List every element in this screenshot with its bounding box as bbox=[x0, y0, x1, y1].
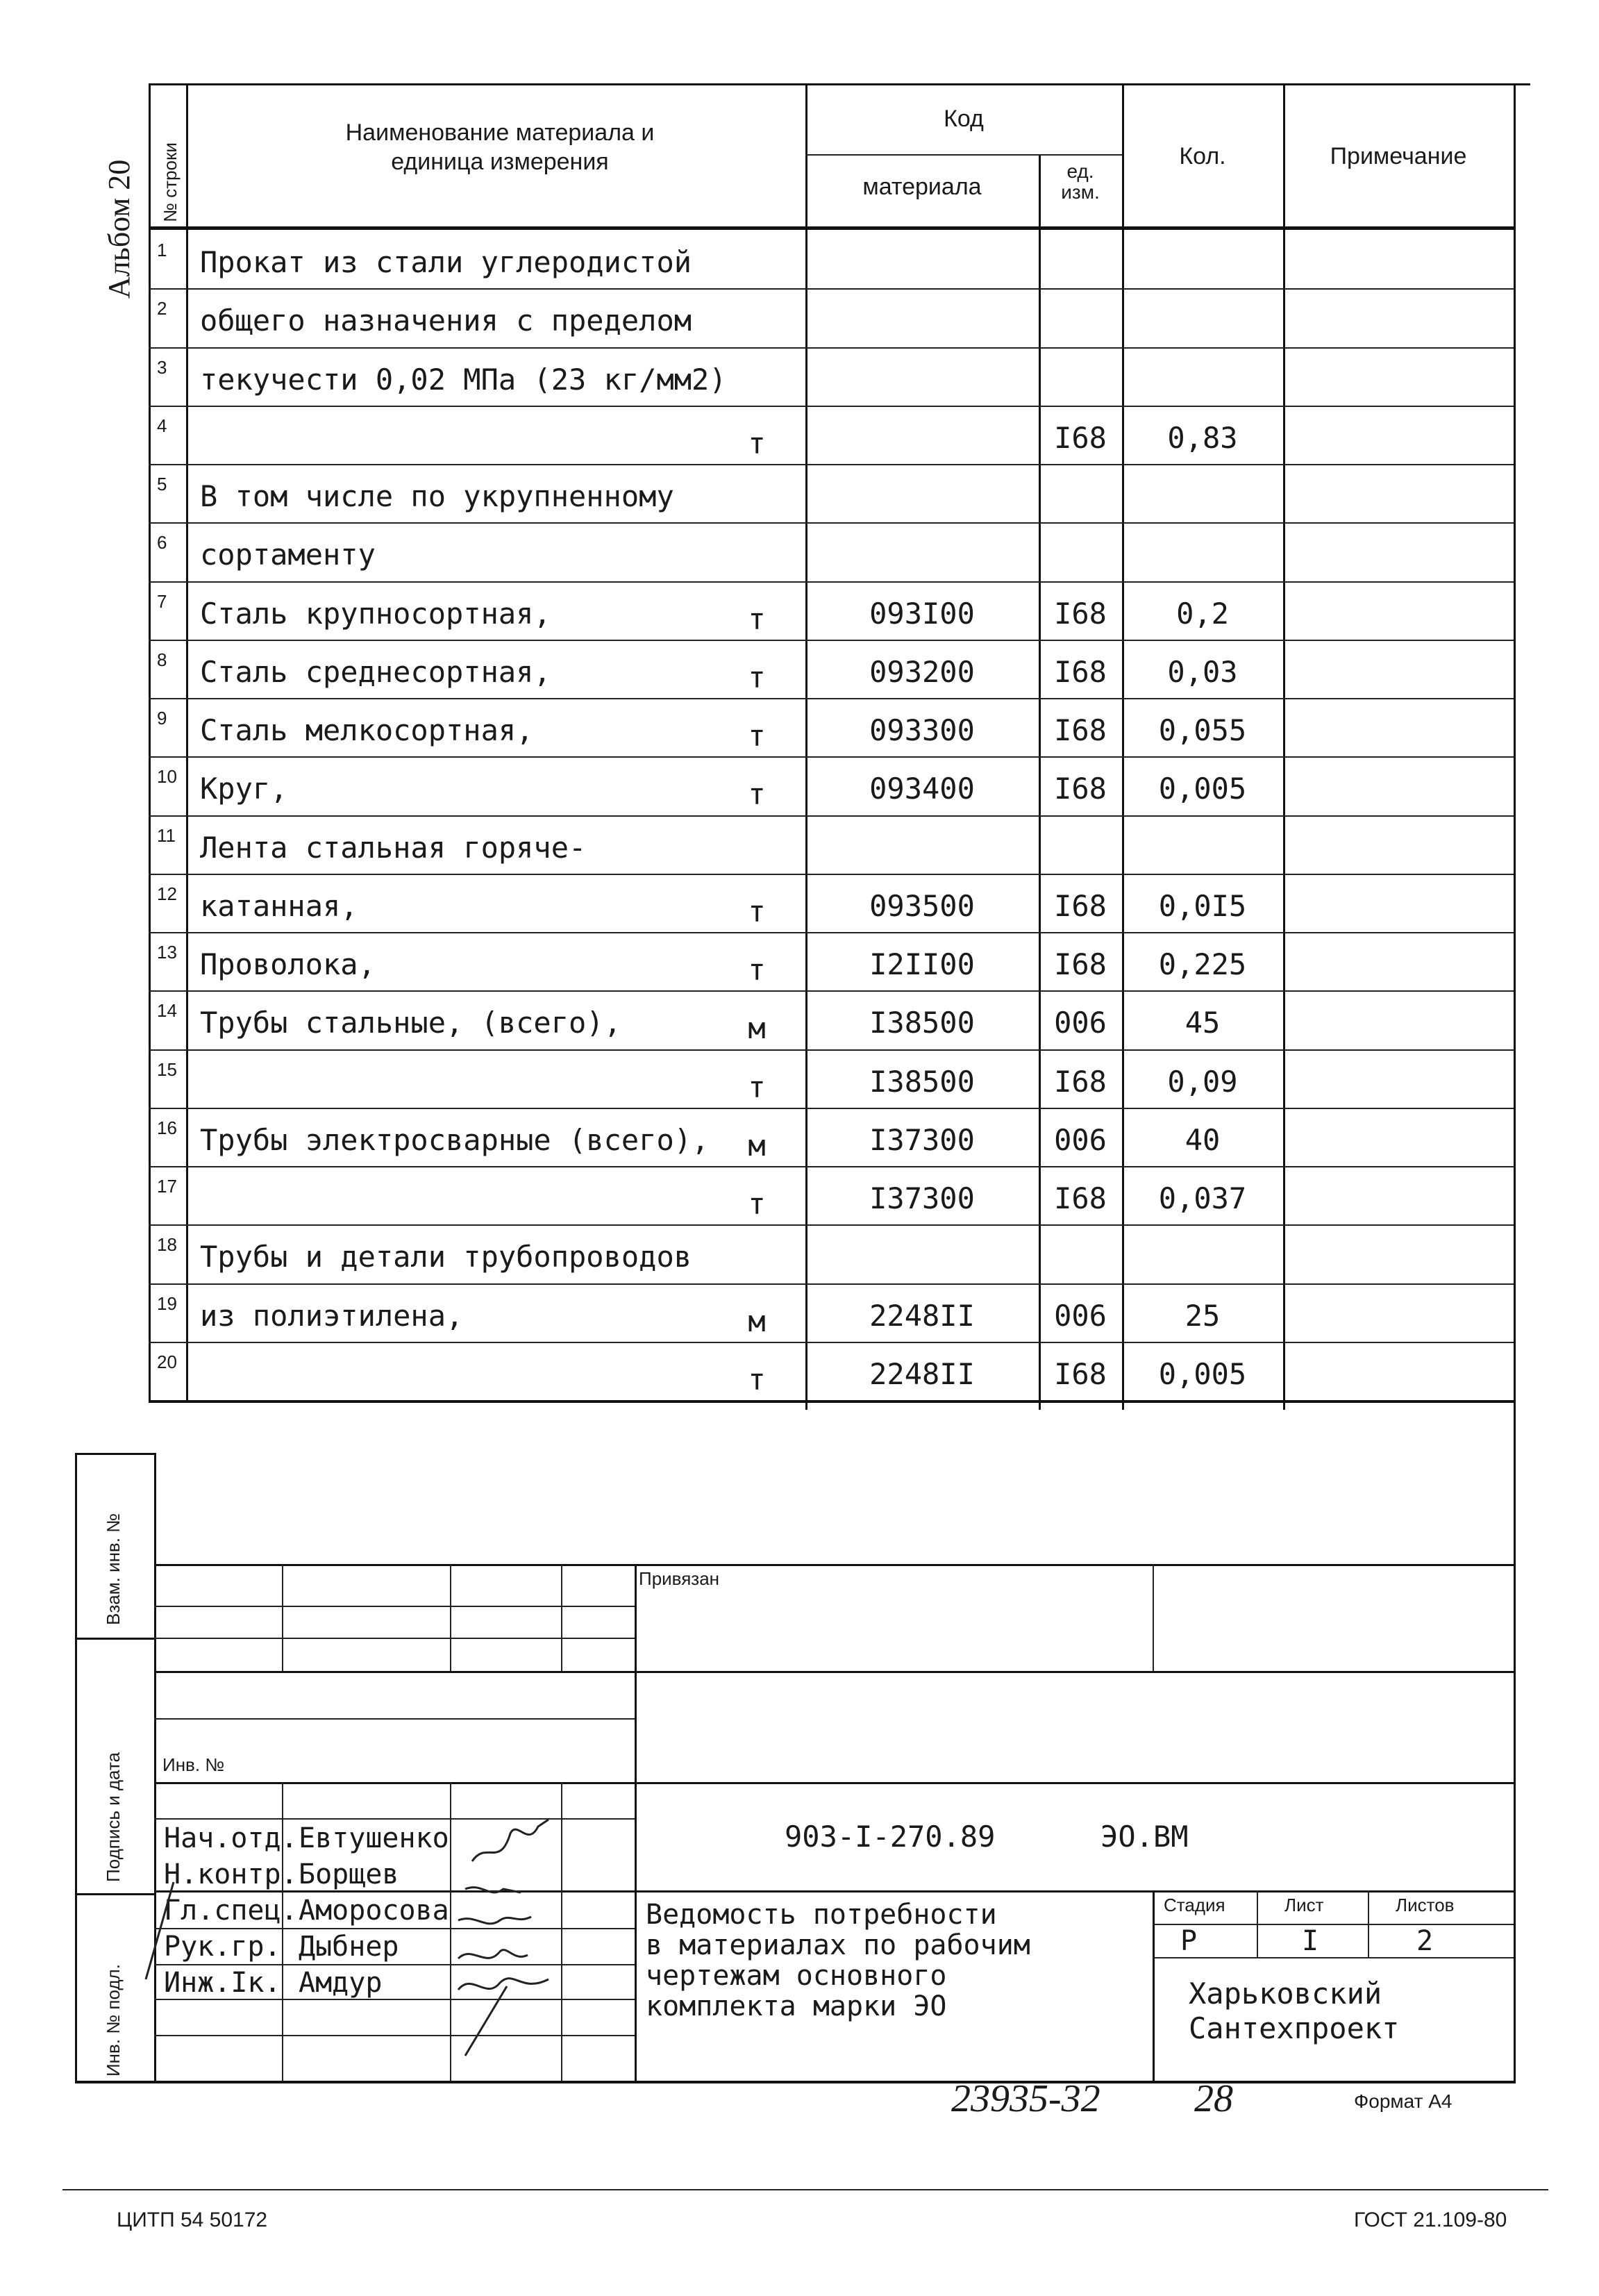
material-code: I37300 bbox=[869, 1181, 975, 1215]
material-code: 2248II bbox=[869, 1298, 975, 1333]
header-row-number: № строки bbox=[160, 142, 181, 222]
signer-name: Дыбнер bbox=[299, 1931, 399, 1963]
row-number: 13 bbox=[157, 942, 177, 963]
pen-stroke-graphic bbox=[139, 1875, 181, 1986]
footer-left-code: ЦИТП 54 50172 bbox=[117, 2208, 268, 2231]
title-line: комплекта марки ЭО bbox=[646, 1990, 947, 2022]
row-divider bbox=[149, 990, 1514, 992]
side-label-vzam: Взам. инв. № bbox=[103, 1513, 124, 1625]
row-number: 16 bbox=[157, 1117, 177, 1138]
unit-code: I68 bbox=[1054, 420, 1107, 455]
measure-unit-letter: т bbox=[748, 894, 766, 929]
signatures-graphic bbox=[444, 1778, 583, 2083]
quantity: 0,225 bbox=[1158, 947, 1247, 981]
signer-name: Амдур bbox=[299, 1967, 383, 1999]
header-name-line1: Наименование материала и bbox=[345, 119, 655, 146]
material-name: Круг, bbox=[200, 772, 288, 806]
row-divider bbox=[149, 1108, 1514, 1109]
unit-code: 006 bbox=[1054, 1298, 1107, 1333]
row-divider bbox=[149, 698, 1514, 699]
row-number: 9 bbox=[157, 708, 167, 729]
quantity: 45 bbox=[1184, 1006, 1221, 1040]
measure-unit-letter: т bbox=[748, 719, 766, 753]
footer-divider bbox=[62, 2189, 1548, 2190]
unit-code: 006 bbox=[1054, 1122, 1107, 1157]
quantity: 0,2 bbox=[1176, 596, 1229, 631]
header-qty: Кол. bbox=[1179, 143, 1226, 169]
material-code: 093300 bbox=[869, 713, 975, 747]
row-number: 3 bbox=[157, 356, 167, 378]
sheets-label: Листов bbox=[1396, 1895, 1455, 1915]
material-name: Трубы и детали трубопроводов bbox=[200, 1240, 692, 1274]
unit-code: 006 bbox=[1054, 1006, 1107, 1040]
row-divider bbox=[149, 1283, 1514, 1285]
material-name: В том числе по укрупненному bbox=[200, 479, 674, 513]
quantity: 0,03 bbox=[1167, 654, 1238, 689]
row-divider bbox=[149, 464, 1514, 465]
measure-unit-letter: м bbox=[748, 1128, 766, 1163]
row-number: 2 bbox=[157, 298, 167, 319]
row-divider bbox=[149, 522, 1514, 524]
header-unit-line2: изм. bbox=[1061, 181, 1100, 203]
row-divider bbox=[149, 581, 1514, 583]
row-number: 1 bbox=[157, 240, 167, 260]
row-divider bbox=[149, 815, 1514, 817]
side-label-inv: Инв. № подл. bbox=[103, 1964, 124, 2077]
footer-format: Формат А4 bbox=[1354, 2090, 1453, 2112]
material-code: 093200 bbox=[869, 654, 975, 689]
material-code: I2II00 bbox=[869, 947, 975, 981]
title-line: в материалах по рабочим bbox=[646, 1929, 1030, 1961]
header-note: Примечание bbox=[1330, 143, 1467, 169]
row-divider bbox=[149, 932, 1514, 933]
signer-role: Гл.спец. bbox=[164, 1895, 298, 1927]
sheet-label: Лист bbox=[1284, 1895, 1324, 1915]
row-divider bbox=[149, 640, 1514, 641]
side-label-podpis: Подпись и дата bbox=[103, 1752, 124, 1882]
title-line: чертежам основного bbox=[646, 1960, 947, 1992]
row-number: 20 bbox=[157, 1351, 177, 1372]
material-name: Сталь мелкосортная, bbox=[200, 713, 534, 747]
unit-code: I68 bbox=[1054, 713, 1107, 747]
row-number: 11 bbox=[157, 824, 176, 846]
header-unit-line1: ед. bbox=[1066, 160, 1094, 182]
organization-line2: Сантехпроект bbox=[1189, 2011, 1400, 2045]
row-number: 18 bbox=[157, 1234, 177, 1256]
row-number: 6 bbox=[157, 532, 167, 554]
quantity: 0,0I5 bbox=[1158, 888, 1247, 923]
measure-unit-letter: т bbox=[748, 1362, 766, 1397]
measure-unit-letter: т bbox=[748, 601, 766, 636]
signer-name: Евтушенко bbox=[299, 1822, 449, 1854]
measure-unit-letter: м bbox=[748, 1011, 766, 1046]
material-name: общего назначения с пределом bbox=[200, 303, 692, 338]
signer-role: Рук.гр. bbox=[164, 1931, 281, 1963]
unit-code: I68 bbox=[1054, 596, 1107, 631]
header-material: материала bbox=[862, 174, 982, 200]
stage-value: Р bbox=[1180, 1925, 1198, 1957]
measure-unit-letter: т bbox=[748, 426, 766, 460]
measure-unit-letter: т bbox=[748, 953, 766, 987]
material-name: Сталь среднесортная, bbox=[200, 654, 551, 689]
footer-page: 28 bbox=[1194, 2077, 1233, 2120]
measure-unit-letter: т bbox=[748, 1187, 766, 1221]
material-name: катанная, bbox=[200, 888, 358, 923]
row-number: 19 bbox=[157, 1292, 177, 1314]
row-number: 4 bbox=[157, 415, 167, 436]
quantity: 0,09 bbox=[1167, 1064, 1238, 1099]
document-code: 903-I-270.89 ЭО.ВМ bbox=[785, 1820, 1189, 1854]
row-divider bbox=[149, 1342, 1514, 1343]
row-number: 14 bbox=[157, 1000, 177, 1022]
footer-gost: ГОСТ 21.109-80 bbox=[1354, 2208, 1507, 2231]
quantity: 40 bbox=[1184, 1122, 1221, 1157]
row-divider bbox=[149, 1166, 1514, 1167]
stage-label: Стадия bbox=[1164, 1895, 1225, 1915]
signer-role: Нач.отд. bbox=[164, 1822, 298, 1854]
material-code: I38500 bbox=[869, 1064, 975, 1099]
row-number: 17 bbox=[157, 1176, 177, 1197]
measure-unit-letter: т bbox=[748, 660, 766, 694]
row-number: 5 bbox=[157, 474, 167, 494]
row-divider bbox=[149, 288, 1514, 290]
footer-number: 23935-32 bbox=[951, 2077, 1100, 2120]
material-name: из полиэтилена, bbox=[200, 1298, 464, 1333]
album-label: Альбом 20 bbox=[102, 159, 136, 299]
material-name: сортаменту bbox=[200, 538, 376, 572]
material-name: Проволока, bbox=[200, 947, 376, 981]
title-line: Ведомость потребности bbox=[646, 1899, 997, 1931]
row-number: 8 bbox=[157, 649, 167, 670]
organization-line1: Харьковский bbox=[1189, 1977, 1382, 2011]
unit-code: I68 bbox=[1054, 1181, 1107, 1215]
signer-name: Аморосова bbox=[299, 1895, 449, 1927]
row-number: 12 bbox=[157, 883, 177, 904]
row-number: 10 bbox=[157, 766, 177, 788]
quantity: 0,055 bbox=[1158, 713, 1247, 747]
unit-code: I68 bbox=[1054, 772, 1107, 806]
material-code: 2248II bbox=[869, 1356, 975, 1391]
row-divider bbox=[149, 1224, 1514, 1226]
quantity: 0,037 bbox=[1158, 1181, 1247, 1215]
sheet-value: I bbox=[1302, 1925, 1319, 1957]
material-name: Прокат из стали углеродистой bbox=[200, 245, 692, 279]
row-number: 7 bbox=[157, 590, 167, 612]
material-code: 093I00 bbox=[869, 596, 975, 631]
quantity: 0,83 bbox=[1167, 420, 1238, 455]
unit-code: I68 bbox=[1054, 654, 1107, 689]
material-code: 093500 bbox=[869, 888, 975, 923]
measure-unit-letter: м bbox=[748, 1304, 766, 1338]
privyazan-label: Привязан bbox=[639, 1568, 720, 1589]
material-name: Трубы электросварные (всего), bbox=[200, 1122, 710, 1157]
unit-code: I68 bbox=[1054, 888, 1107, 923]
header-code: Код bbox=[944, 106, 984, 132]
material-name: Сталь крупносортная, bbox=[200, 596, 551, 631]
row-divider bbox=[149, 756, 1514, 758]
measure-unit-letter: т bbox=[748, 777, 766, 812]
signer-role: Н.контр. bbox=[164, 1858, 298, 1890]
row-number: 15 bbox=[157, 1058, 177, 1080]
unit-code: I68 bbox=[1054, 1064, 1107, 1099]
measure-unit-letter: т bbox=[748, 1070, 766, 1104]
sheets-value: 2 bbox=[1416, 1925, 1434, 1957]
row-divider bbox=[149, 347, 1514, 349]
header-name-line2: единица измерения bbox=[391, 149, 609, 175]
row-divider bbox=[149, 874, 1514, 875]
material-code: 093400 bbox=[869, 772, 975, 806]
unit-code: I68 bbox=[1054, 1356, 1107, 1391]
quantity: 0,005 bbox=[1158, 772, 1247, 806]
quantity: 0,005 bbox=[1158, 1356, 1247, 1391]
material-code: I37300 bbox=[869, 1122, 975, 1157]
material-name: текучести 0,02 МПа (23 кг/мм2) bbox=[200, 362, 727, 397]
signer-role: Инж.Iк. bbox=[164, 1967, 281, 1999]
quantity: 25 bbox=[1184, 1298, 1221, 1333]
signer-name: Борщев bbox=[299, 1858, 399, 1890]
inv-no-label: Инв. № bbox=[162, 1754, 225, 1775]
material-name: Трубы стальные, (всего), bbox=[200, 1006, 621, 1040]
row-divider bbox=[149, 406, 1514, 407]
material-code: I38500 bbox=[869, 1006, 975, 1040]
material-name: Лента стальная горяче- bbox=[200, 830, 587, 865]
row-divider bbox=[149, 1049, 1514, 1051]
unit-code: I68 bbox=[1054, 947, 1107, 981]
